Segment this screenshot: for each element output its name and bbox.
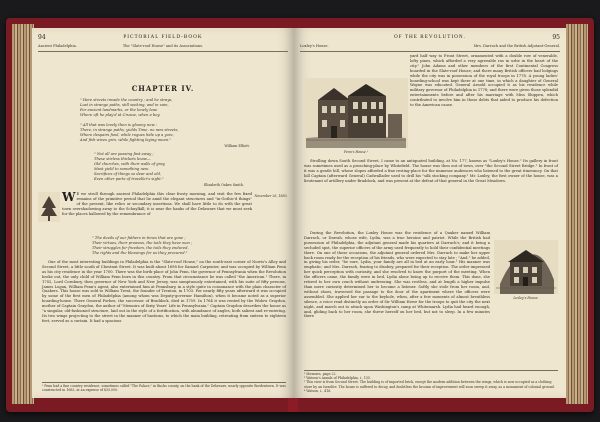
poem-1-line: Where oft he play'd at Crusoe, when a boy.	[80, 113, 161, 117]
footnote-item: ² Watson's Annals of Philadelphia, i., 155.	[304, 376, 371, 381]
bookmark-ribbon	[288, 398, 298, 412]
dropcap-letter: W	[62, 190, 76, 204]
poem-2-line: Even other parts of traveller's sight."	[94, 177, 164, 181]
left-paragraph-1-text: E we stroll through ancient Philadelphia this clear frosty morning, and visit the few fixed remains of the primitive period that lie amid the elegant structures and "in-Gothic'd things" of the present, like relics or secondary insertions. We shall have little to do with the great town overshadowing away to the Schuylkill; it is near the banks of the Delaware that we must seek for the places hallowed by the remembrance of	[62, 192, 252, 216]
right-subhead-left: Loxley's House.	[300, 44, 329, 48]
epigraph-poem-2	[94, 152, 244, 188]
poem-1-line: And fish-wives grin, while fighting laying mean."	[80, 138, 171, 142]
right-footnotes	[304, 370, 558, 393]
dropcap-vignette-illustration	[38, 192, 60, 222]
penns-house-caption: Penn's House.¹	[343, 150, 369, 154]
poem-2-line: Must yield to something new.	[94, 167, 149, 171]
right-page-number: 95	[552, 34, 560, 41]
poem-2-attribution: Elizabeth Oakes Smith.	[203, 183, 244, 187]
right-paragraph-1	[304, 159, 558, 184]
loxleys-house-engraving	[494, 240, 558, 294]
poem-2-line: Sacrifices of things so dear and old,	[94, 172, 162, 176]
right-paragraph-2	[304, 231, 490, 319]
right-paragraph-2-text: During the Revolution, the Loxley House was the residence of a Quaker named William Darrach, or Darrah, whose wife, Lydia, was a true heroine and patriot. While the British had possession of Philadelphia, the adjutant general made his quarters at Darrach's; and it being a secluded spot, the superior officers of the army used frequently to hold their confidential meetings there. On one of those occasions, the adjutant general ordered Mrs. Darrach to make her upper back room ready for the reception of his friends, who were expected to stay late ; "And," he added, in giving his order, "be sure, Lydia, your family are all in bed at an early hour." His manner was emphatic; and Mrs. Darrach, fearing to disobey, prepared for their reception. The order impressed her quick perception with curiosity, and she resolved to know the purport of the meeting. When the officers came, the family were in bed, Lydia alone being up to receive them. This done, she retired to her own couch without undressing. She was restless, and at length a higher impulse than mere curiosity determined her to become a listener. Softly she stole from her room, and, without shoes, traversed the passage to the door of the apartment where the officers were assembled. She applied her ear to the keyhole, when, after a few moments of almost breathless silence, a voice read distinctly an order of Sir William Howe for the troops to quit the city the next night, and march out to attack upon Washington's camp at Whitemarsh. Lydia had heard enough, and, gliding back to her room, she threw herself on her bed, but not to sleep. In a few minutes there	[304, 231, 490, 319]
poem-2-lines	[94, 152, 244, 182]
poem-2-line: " Not all are passing fast away ;	[94, 152, 154, 156]
marbled-edge-right	[566, 24, 588, 404]
inline-verse-line: " The deeds of our fathers in times that are gone ;	[92, 236, 186, 240]
poem-2-line: Old churches, with their walls of gray,	[94, 162, 166, 166]
footnote-item: ¹ Memoirs, page 22.	[304, 372, 337, 376]
left-paragraph-2	[42, 260, 286, 324]
margin-note: November 26, 1850.	[254, 194, 288, 198]
poem-2-line: These stirless thickets know—	[94, 157, 151, 161]
right-page	[294, 28, 566, 398]
right-intro-text-content: yard half way to Front Street, ornamented with a double row of venerable, lofty pines, which afforded a very agreeable rus in urbe in the heart of the city." John Adams and other members of the first Continental Congress boarded in the Slate-roof House; and there many British officers had lodgings while the city was in possession of the royal troops in 1778. A young ladies' boarding-school was kept there at one time, in which a daughter of General Wayne was educated. General Arnold occupied it as his residence while military governor of Philadelphia in 1778; and there were given those splendid entertainments before and after his marriage with Miss Shippen, which contributed to involve him in those debts that aided to produce his defection to the American cause.	[410, 54, 558, 108]
inline-verse-lines	[92, 236, 262, 256]
left-running-title: PICTORIAL FIELD-BOOK	[123, 34, 203, 40]
left-page-header	[38, 34, 288, 44]
left-subhead-left: Ancient Philadelphia.	[38, 44, 77, 48]
poem-1-line: Lost in strange paths, still seeking, and in vain,	[80, 103, 169, 107]
poem-1-attribution: William Elliott.	[224, 144, 250, 148]
footnote-item: ⁴ Watson, i., 416.	[304, 388, 332, 393]
poem-1-line: For ancient landmarks, or the lonely lane	[80, 108, 158, 112]
penns-house-engraving	[304, 78, 408, 148]
right-running-title: OF THE REVOLUTION.	[394, 34, 466, 40]
poem-1-line: " All that was lovely then is gloomy now :	[80, 123, 158, 127]
poem-1-line: " Here streets invade the country ; and he strays,	[80, 98, 173, 102]
right-page-header	[300, 34, 560, 44]
inline-verse-line: Their struggles for freedom, the toils they endured,	[92, 246, 189, 250]
left-page	[32, 28, 294, 398]
inline-verse-line: The rights and the blessings for us they procured."	[92, 251, 188, 255]
loxleys-house-caption: Loxley's House.	[513, 296, 539, 300]
right-subheads	[300, 44, 560, 52]
inline-verse-line: Their virtues, their prowess, the toils they have won ;	[92, 241, 193, 245]
poem-1-line: Where despairs fowl, while rogues hide up a yore,	[80, 133, 174, 137]
epigraph-poem-1	[80, 98, 250, 149]
left-paragraph-1	[62, 192, 252, 217]
poem-1-lines	[80, 98, 250, 143]
left-page-number: 94	[38, 34, 46, 41]
marbled-edge-left	[12, 24, 34, 404]
chapter-heading: CHAPTER IV.	[131, 84, 195, 93]
left-paragraph-2-text: One of the most interesting buildings in Philadelphia is the "Slate-roof House," on the south-east corner of Norris's Alley and Second Street, a little south of Chestnut Street. It was built about 1698 for Samuel Carpenter, and was occupied by William Penn as his city residence in the year 1700. There was the birth-place of John Penn, the governor of Pennsylvania when the Revolution broke out, the only child of William Penn born in this country. From that circumstance he was called "the American." There, in 1702, Lord Cornbury, then governor of New York and New Jersey, was sumptuously entertained, with his suite of fifty persons. James Logan, William Penn's agent, also entertained him at Pennsbury, in a style quite in consonance with the plain character of Quakers. This house was sold to William Trent, the founder of Trenton, in 1703. For nearly fifty years afterward it was occupied by some of the first men of Philadelphia (among whom was Deputy-governor Hamilton), when it became noted as a superior boarding-house. There General Forbes, the successor of Braddock, died in 1759. In 1764 it was rented by the Widow Graydon, mother of Captain Graydon, the author of "Memoirs of Sixty Years' Life in Pennsylvania." Captain Graydon describes the house as "a singular, old-fashioned structure, laid out in the style of a fortification, with abundance of angles, both salient and re-entering. Its two wings projecting to the street in the manner of bastions, to which the main building, retreating from sixteen to eighteen feet, served as a curtain. It had a spacious	[42, 260, 286, 323]
left-subheads	[38, 44, 288, 52]
right-intro-text	[410, 54, 558, 108]
left-footnote: ¹ Penn had a fine country residence, sometimes called "The Palace," in Bucks county, on the bank of the Delaware, nearly opposite Bordentown. It was constructed in 1683, at an expense of $35,000.	[42, 384, 286, 393]
inline-verse	[92, 236, 262, 256]
right-paragraph-1-text: Strolling down South Second Street, I came to an antiquated building, at No. 177, known as "Loxley's House." Its gallery in front was sometimes used as a preaching-place by Whitefield. The house was then out of town, over "the Second Street Bridge." In front of it was a gentle hill, whose slopes afforded a fine resting-place for the immense audiences who listened to the great itinerancy. On that hill Captain (afterward General) Cadwallader used to drill his "silk stocking company." Mr. Loxley, the first owner of the house, was a lieutenant of artillery under Braddock, and was present at the defeat of that general in the Great Meadows.	[304, 159, 558, 183]
footnote-item: ³ This view is from Second Street. The building is of imported brick, except the modern addition between the wings, which is now occupied as a clothing store by an Israelite. The house is suffered to decay, and doubtless the brooms of improvement will soon sweep it away, as a monument of colonial ground.	[304, 380, 555, 389]
left-subhead-center: The "Slate-roof House" and its Associations.	[122, 44, 204, 48]
poem-1-line: There, in strange paths, yields Time, no new streets,	[80, 128, 179, 132]
right-subhead-right: Mrs. Darrach and the British Adjutant-General.	[473, 44, 560, 48]
